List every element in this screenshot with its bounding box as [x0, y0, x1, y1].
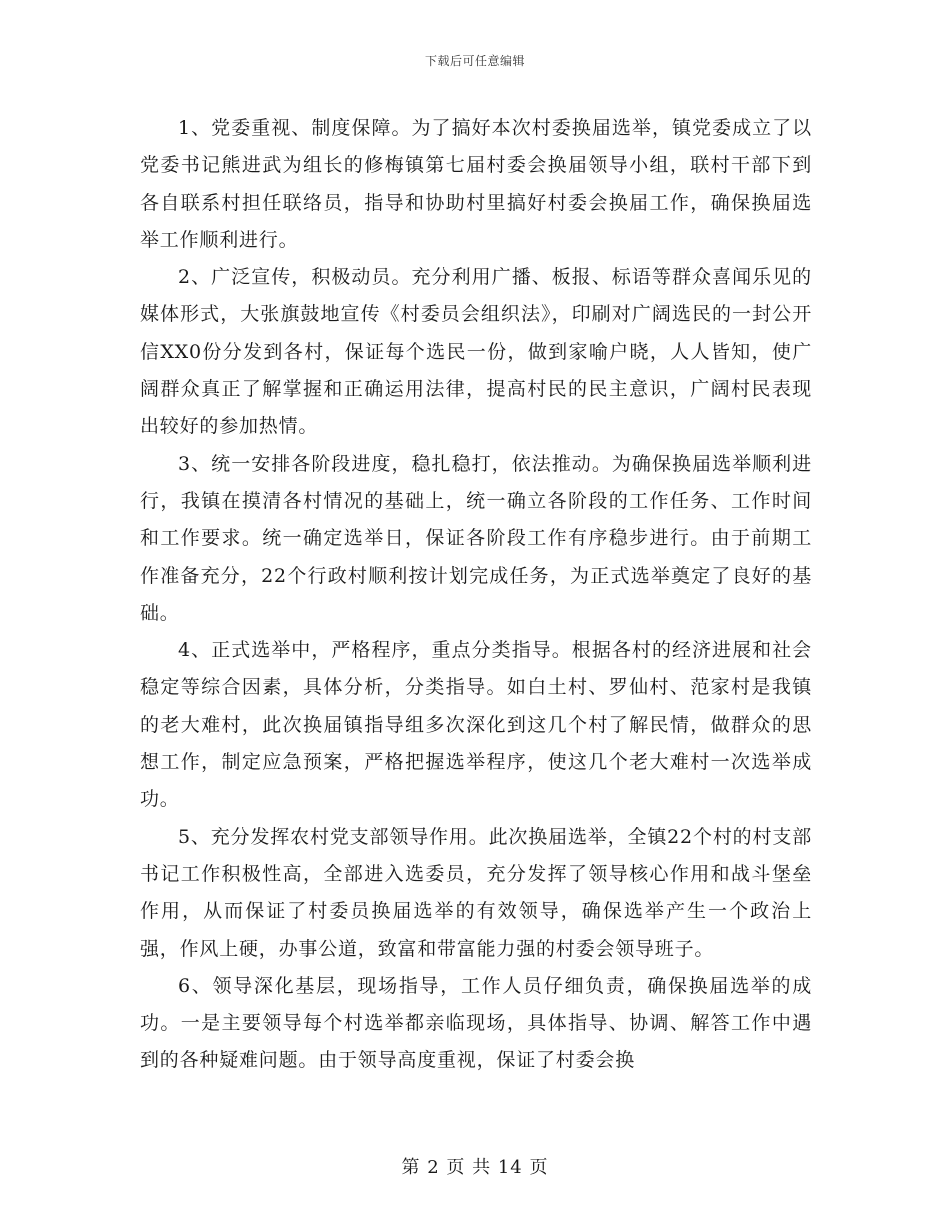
paragraph-1: 1、党委重视、制度保障。为了搞好本次村委换届选举，镇党委成立了以党委书记熊进武为组长的修梅镇第七届村委会换届领导小组，联村干部下到各自联系村担任联络员，指导和协助村里搞好村委会换届工作，确保换届选举工作顺利进行。 [140, 117, 812, 251]
paragraph-2: 2、广泛宣传，积极动员。充分利用广播、板报、标语等群众喜闻乐见的媒体形式，大张旗鼓地宣传《村委员会组织法》，印刷对广阔选民的一封公开信XX0份分发到各村，保证每个选民一份，做到家喻户晓，人人皆知，使广阔群众真正了解掌握和正确运用法律，提高村民的民主意识，广阔村民表现出较好的参加热情。 [140, 266, 812, 438]
paragraph-4: 4、正式选举中，严格程序，重点分类指导。根据各村的经济进展和社会稳定等综合因素，具体分析，分类指导。如白土村、罗仙村、范家村是我镇的老大难村，此次换届镇指导组多次深化到这几个村了解民情，做群众的思想工作，制定应急预案，严格把握选举程序，使这几个老大难村一次选举成功。 [140, 639, 812, 811]
document-body [140, 110, 812, 1080]
page-header: 下载后可任意编辑 [424, 54, 525, 68]
paragraph-3: 3、统一安排各阶段进度，稳扎稳打，依法推动。为确保换届选举顺利进行，我镇在摸清各村情况的基础上，统一确立各阶段的工作任务、工作时间和工作要求。统一确定选举日，保证各阶段工作有序稳步进行。由于前期工作准备充分，22个行政村顺利按计划完成任务，为正式选举奠定了良好的基础。 [140, 452, 812, 624]
paragraph-6: 6、领导深化基层，现场指导，工作人员仔细负责，确保换届选举的成功。一是主要领导每个村选举都亲临现场，具体指导、协调、解答工作中遇到的各种疑难问题。由于领导高度重视，保证了村委会换 [140, 974, 812, 1072]
paragraph-5: 5、充分发挥农村党支部领导作用。此次换届选举，全镇22个村的村支部书记工作积极性高，全部进入选委员，充分发挥了领导核心作用和战斗堡垒作用，从而保证了村委员换届选举的有效领导，确保选举产生一个政治上强，作风上硬，办事公道，致富和带富能力强的村委会领导班子。 [140, 825, 812, 960]
page-number-footer: 第 2 页 共 14 页 [401, 1157, 549, 1178]
